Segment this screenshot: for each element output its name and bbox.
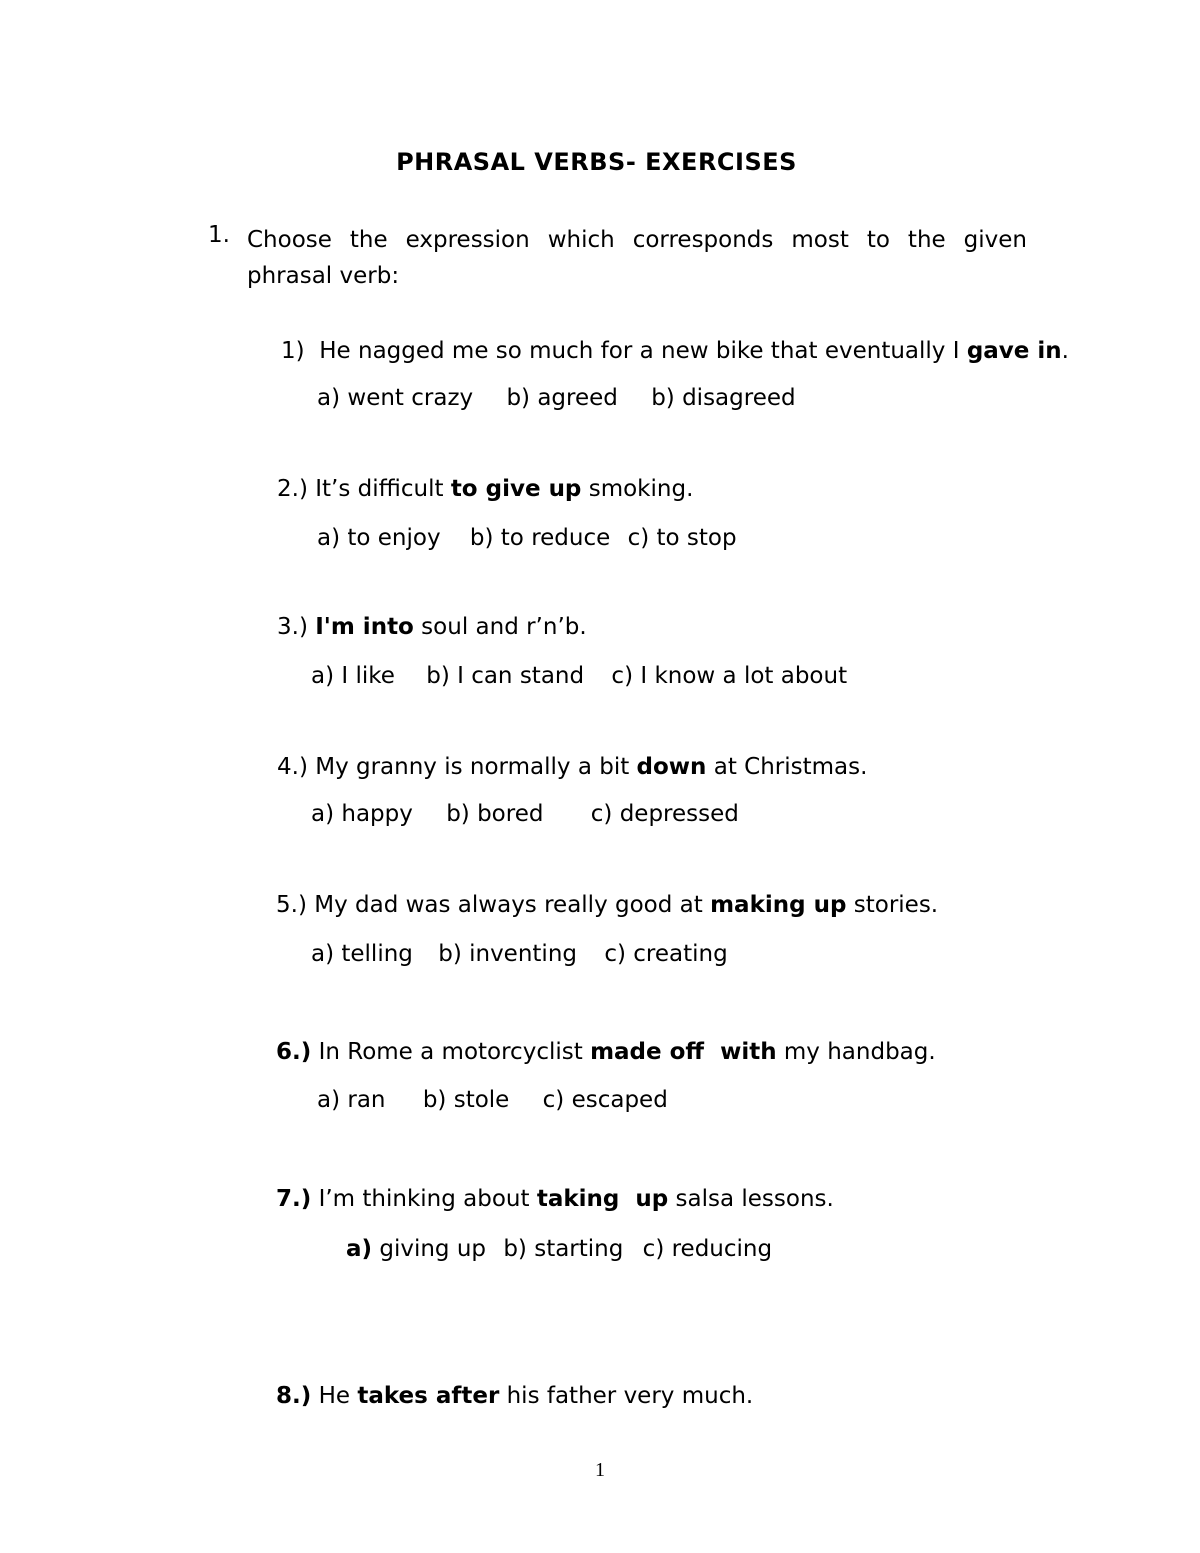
option-b[interactable]: b) starting	[503, 1236, 624, 1262]
option-a-label: a)	[346, 1236, 373, 1262]
question-text-post: my handbag.	[776, 1039, 936, 1065]
option-c[interactable]: c) reducing	[642, 1236, 773, 1262]
question-number: 8.)	[276, 1383, 312, 1409]
option-a[interactable]: a) telling	[311, 941, 413, 967]
question-number: 3.)	[277, 614, 308, 640]
option-a[interactable]: a) went crazy	[317, 385, 474, 411]
page-title: PHRASAL VERBS- EXERCISES	[396, 148, 797, 176]
option-a-text: giving up	[372, 1236, 487, 1262]
option-c[interactable]: c) to stop	[627, 525, 737, 551]
options-3	[311, 663, 847, 689]
option-b[interactable]: b) inventing	[438, 941, 577, 967]
options-7	[346, 1236, 772, 1262]
question-number: 7.)	[276, 1186, 312, 1212]
question-1	[281, 338, 1069, 364]
question-text-pre: It’s difficult	[315, 476, 451, 502]
question-text-pre: My granny is normally a bit	[315, 754, 637, 780]
option-a[interactable]: a) happy	[311, 801, 413, 827]
option-b[interactable]: b) to reduce	[469, 525, 611, 551]
options-4	[311, 801, 739, 827]
question-7	[276, 1186, 834, 1212]
question-text-post: .	[1061, 338, 1069, 364]
question-text-post: smoking.	[581, 476, 694, 502]
phrasal-verb: down	[636, 754, 707, 780]
options-2	[317, 525, 737, 551]
option-c[interactable]: b) disagreed	[651, 385, 796, 411]
question-text-post: at Christmas.	[706, 754, 868, 780]
options-6	[317, 1087, 668, 1113]
option-b[interactable]: b) bored	[446, 801, 544, 827]
option-c[interactable]: c) depressed	[590, 801, 739, 827]
phrasal-verb: taking up	[536, 1186, 669, 1212]
question-number: 4.)	[277, 754, 308, 780]
question-4	[277, 754, 867, 780]
options-1	[317, 385, 796, 411]
question-8	[276, 1383, 753, 1409]
options-5	[311, 941, 728, 967]
question-text-pre: My dad was always really good at	[314, 892, 711, 918]
phrasal-verb: made off with	[590, 1039, 777, 1065]
option-c[interactable]: c) escaped	[542, 1087, 668, 1113]
option-a[interactable]	[346, 1236, 486, 1262]
question-6	[276, 1039, 936, 1065]
page-number: 1	[595, 1459, 605, 1481]
question-number: 1)	[281, 338, 305, 364]
question-3	[277, 614, 587, 640]
question-text-pre: He nagged me so much for a new bike that eventually I	[319, 338, 967, 364]
question-number: 5.)	[276, 892, 307, 918]
option-b[interactable]: b) agreed	[506, 385, 618, 411]
question-text-post: salsa lessons.	[668, 1186, 834, 1212]
option-a[interactable]: a) I like	[311, 663, 395, 689]
option-b[interactable]: b) I can stand	[426, 663, 585, 689]
phrasal-verb: making up	[710, 892, 847, 918]
option-c[interactable]: c) I know a lot about	[611, 663, 848, 689]
question-2	[277, 476, 693, 502]
exercise-number: 1.	[208, 222, 230, 248]
option-a[interactable]: a) to enjoy	[317, 525, 441, 551]
option-c[interactable]: c) creating	[604, 941, 728, 967]
option-b[interactable]: b) stole	[422, 1087, 510, 1113]
phrasal-verb: takes after	[357, 1383, 500, 1409]
question-text-post: his father very much.	[499, 1383, 754, 1409]
phrasal-verb: to give up	[450, 476, 582, 502]
question-text-pre: He	[318, 1383, 358, 1409]
question-number: 6.)	[276, 1039, 312, 1065]
exercise-instruction: Choose the expression which corresponds most to the given phrasal verb:	[247, 227, 1027, 289]
phrasal-verb: gave in	[966, 338, 1062, 364]
question-number: 2.)	[277, 476, 308, 502]
question-text-pre: I’m thinking about	[318, 1186, 537, 1212]
phrasal-verb: I'm into	[315, 614, 414, 640]
question-text-pre: In Rome a motorcyclist	[318, 1039, 591, 1065]
question-5	[276, 892, 938, 918]
question-text-post: stories.	[846, 892, 939, 918]
question-text-post: soul and r’n’b.	[413, 614, 587, 640]
option-a[interactable]: a) ran	[317, 1087, 386, 1113]
